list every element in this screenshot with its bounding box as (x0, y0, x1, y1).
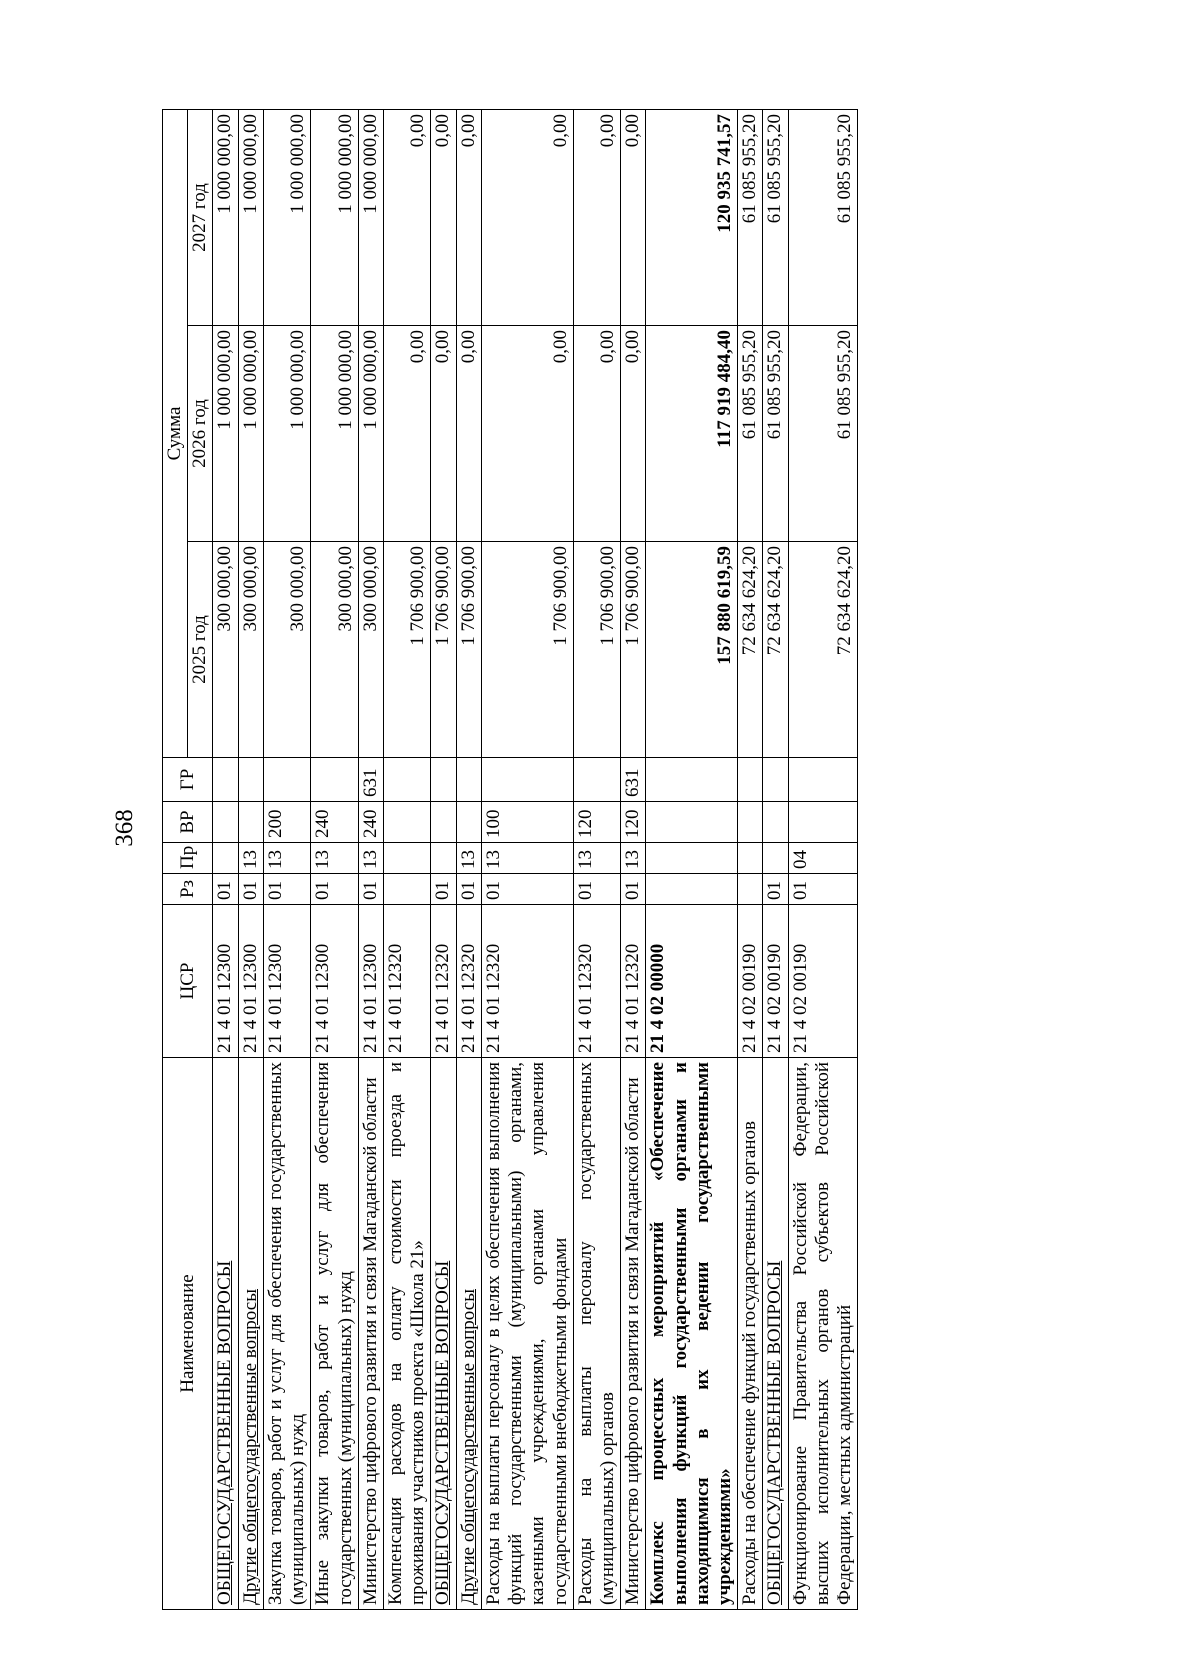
row-pr: 13 (358, 843, 383, 874)
row-sum-2026: 0,00 (456, 326, 481, 542)
row-gr: 631 (358, 758, 383, 802)
table-row (738, 110, 763, 1610)
header-year-2027: 2027 год (188, 110, 213, 326)
budget-table (162, 109, 858, 1610)
row-gr (263, 758, 310, 802)
row-vr: 200 (263, 802, 310, 843)
row-sum-2025: 300 000,00 (311, 542, 358, 758)
row-vr (383, 802, 430, 843)
row-csr: 21 4 02 00190 (788, 905, 858, 1058)
row-gr (311, 758, 358, 802)
row-gr (646, 758, 738, 802)
row-sum-2026: 1 000 000,00 (213, 326, 238, 542)
row-vr (213, 802, 238, 843)
header-sum: Сумма (163, 110, 188, 758)
header-rz: Рз (163, 874, 213, 905)
row-pr: 13 (311, 843, 358, 874)
row-name: ОБЩЕГОСУДАРСТВЕННЫЕ ВОПРОСЫ (431, 1058, 456, 1610)
row-name: ОБЩЕГОСУДАРСТВЕННЫЕ ВОПРОСЫ (213, 1058, 238, 1610)
row-sum-2026: 0,00 (383, 326, 430, 542)
row-rz: 01 (311, 874, 358, 905)
table-row (431, 110, 456, 1610)
row-rz: 01 (763, 874, 788, 905)
row-name: Другие общегосударственные вопросы (456, 1058, 481, 1610)
row-sum-2025: 72 634 624,20 (738, 542, 763, 758)
row-vr (738, 802, 763, 843)
row-rz: 01 (456, 874, 481, 905)
row-gr: 631 (621, 758, 646, 802)
row-sum-2025: 72 634 624,20 (763, 542, 788, 758)
row-sum-2027: 1 000 000,00 (213, 110, 238, 326)
row-sum-2025: 1 706 900,00 (573, 542, 620, 758)
row-rz (646, 874, 738, 905)
row-vr (238, 802, 263, 843)
row-pr (431, 843, 456, 874)
row-sum-2026: 61 085 955,20 (763, 326, 788, 542)
row-pr: 13 (481, 843, 573, 874)
row-csr: 21 4 01 12300 (213, 905, 238, 1058)
row-sum-2025: 300 000,00 (358, 542, 383, 758)
table-row (213, 110, 238, 1610)
table-row (311, 110, 358, 1610)
row-sum-2027: 0,00 (573, 110, 620, 326)
row-vr: 120 (573, 802, 620, 843)
row-sum-2027: 120 935 741,57 (646, 110, 738, 326)
row-gr (481, 758, 573, 802)
header-year-2025: 2025 год (188, 542, 213, 758)
table-body (213, 110, 858, 1610)
row-sum-2026: 61 085 955,20 (788, 326, 858, 542)
row-pr (383, 843, 430, 874)
table-row (763, 110, 788, 1610)
row-vr (646, 802, 738, 843)
table-row (383, 110, 430, 1610)
table-row (456, 110, 481, 1610)
row-pr (213, 843, 238, 874)
row-sum-2025: 1 706 900,00 (621, 542, 646, 758)
header-year-2026: 2026 год (188, 326, 213, 542)
row-name: Функционирование Правительства Российской Федерации, высших исполнительных органов субъектов Российской Федерации, местных администраций (788, 1058, 858, 1610)
row-gr (456, 758, 481, 802)
row-vr (763, 802, 788, 843)
row-csr: 21 4 02 00000 (646, 905, 738, 1058)
row-csr: 21 4 01 12320 (383, 905, 430, 1058)
row-gr (763, 758, 788, 802)
row-vr (456, 802, 481, 843)
row-gr (238, 758, 263, 802)
row-gr (383, 758, 430, 802)
row-csr: 21 4 01 12320 (456, 905, 481, 1058)
row-sum-2027: 61 085 955,20 (788, 110, 858, 326)
row-csr: 21 4 01 12300 (263, 905, 310, 1058)
row-csr: 21 4 01 12300 (238, 905, 263, 1058)
row-sum-2027: 1 000 000,00 (238, 110, 263, 326)
row-gr (738, 758, 763, 802)
row-csr: 21 4 01 12300 (358, 905, 383, 1058)
row-pr (763, 843, 788, 874)
row-sum-2027: 0,00 (456, 110, 481, 326)
row-csr: 21 4 01 12320 (431, 905, 456, 1058)
row-pr: 13 (263, 843, 310, 874)
row-vr: 240 (311, 802, 358, 843)
row-name: Расходы на обеспечение функций государственных органов (738, 1058, 763, 1610)
row-sum-2025: 72 634 624,20 (788, 542, 858, 758)
row-rz: 01 (573, 874, 620, 905)
row-sum-2026: 0,00 (431, 326, 456, 542)
row-gr (213, 758, 238, 802)
row-sum-2027: 0,00 (621, 110, 646, 326)
row-csr: 21 4 01 12300 (311, 905, 358, 1058)
row-sum-2025: 300 000,00 (238, 542, 263, 758)
row-sum-2025: 300 000,00 (263, 542, 310, 758)
row-sum-2027: 61 085 955,20 (738, 110, 763, 326)
row-gr (431, 758, 456, 802)
row-sum-2026: 0,00 (573, 326, 620, 542)
row-name: Расходы на выплаты персоналу государственных (муниципальных) органов (573, 1058, 620, 1610)
row-vr: 120 (621, 802, 646, 843)
row-sum-2026: 1 000 000,00 (311, 326, 358, 542)
row-pr (738, 843, 763, 874)
row-sum-2027: 61 085 955,20 (763, 110, 788, 326)
row-sum-2026: 1 000 000,00 (263, 326, 310, 542)
row-sum-2027: 1 000 000,00 (358, 110, 383, 326)
row-sum-2026: 1 000 000,00 (238, 326, 263, 542)
table-row (263, 110, 310, 1610)
row-csr: 21 4 01 12320 (481, 905, 573, 1058)
row-csr: 21 4 02 00190 (738, 905, 763, 1058)
row-name: ОБЩЕГОСУДАРСТВЕННЫЕ ВОПРОСЫ (763, 1058, 788, 1610)
row-name: Министерство цифрового развития и связи Магаданской области (358, 1058, 383, 1610)
row-sum-2027: 0,00 (431, 110, 456, 326)
row-rz: 01 (621, 874, 646, 905)
row-pr (646, 843, 738, 874)
row-rz: 01 (238, 874, 263, 905)
row-name: Компенсация расходов на оплату стоимости проезда и проживания участников проекта «Школа 21» (383, 1058, 430, 1610)
row-sum-2026: 1 000 000,00 (358, 326, 383, 542)
rotated-page-content (162, 110, 992, 1610)
table-row (358, 110, 383, 1610)
row-rz (383, 874, 430, 905)
row-name: Другие общегосударственные вопросы (238, 1058, 263, 1610)
row-pr: 13 (238, 843, 263, 874)
row-rz: 01 (358, 874, 383, 905)
row-name: Комплекс процессных мероприятий «Обеспечение выполнения функций государственными органами и находящимися в их ведении государственными учреждениями» (646, 1058, 738, 1610)
row-csr: 21 4 02 00190 (763, 905, 788, 1058)
row-rz: 01 (431, 874, 456, 905)
table-row (238, 110, 263, 1610)
header-csr: ЦСР (163, 905, 213, 1058)
table-row (646, 110, 738, 1610)
row-sum-2025: 1 706 900,00 (383, 542, 430, 758)
row-vr: 100 (481, 802, 573, 843)
row-gr (788, 758, 858, 802)
row-name: Министерство цифрового развития и связи Магаданской области (621, 1058, 646, 1610)
row-name: Закупка товаров, работ и услуг для обеспечения государственных (муниципальных) нужд (263, 1058, 310, 1610)
row-sum-2025: 1 706 900,00 (456, 542, 481, 758)
row-vr (788, 802, 858, 843)
row-sum-2025: 300 000,00 (213, 542, 238, 758)
row-sum-2027: 1 000 000,00 (263, 110, 310, 326)
row-sum-2025: 1 706 900,00 (481, 542, 573, 758)
row-vr (431, 802, 456, 843)
table-row (621, 110, 646, 1610)
row-sum-2026: 0,00 (621, 326, 646, 542)
table-row (573, 110, 620, 1610)
row-name: Расходы на выплаты персоналу в целях обеспечения выполнения функций государственными (муниципальными) органами, казенными учреждениями, органами управления государственными внебюджетными фондами (481, 1058, 573, 1610)
header-gr: ГР (163, 758, 213, 802)
header-vr: ВР (163, 802, 213, 843)
row-sum-2027: 0,00 (481, 110, 573, 326)
row-sum-2026: 117 919 484,40 (646, 326, 738, 542)
row-name: Иные закупки товаров, работ и услуг для обеспечения государственных (муниципальных) нужд (311, 1058, 358, 1610)
row-rz: 01 (788, 874, 858, 905)
row-pr: 13 (573, 843, 620, 874)
row-sum-2025: 157 880 619,59 (646, 542, 738, 758)
row-gr (573, 758, 620, 802)
row-sum-2027: 1 000 000,00 (311, 110, 358, 326)
row-sum-2026: 0,00 (481, 326, 573, 542)
row-sum-2026: 61 085 955,20 (738, 326, 763, 542)
table-row (788, 110, 858, 1610)
header-name: Наименование (163, 1058, 213, 1610)
table-header (163, 110, 213, 1610)
row-rz: 01 (213, 874, 238, 905)
header-pr: Пр (163, 843, 213, 874)
row-rz: 01 (263, 874, 310, 905)
row-pr: 04 (788, 843, 858, 874)
row-sum-2027: 0,00 (383, 110, 430, 326)
row-pr: 13 (456, 843, 481, 874)
row-pr: 13 (621, 843, 646, 874)
row-rz: 01 (481, 874, 573, 905)
row-vr: 240 (358, 802, 383, 843)
table-row (481, 110, 573, 1610)
row-sum-2025: 1 706 900,00 (431, 542, 456, 758)
row-rz (738, 874, 763, 905)
row-csr: 21 4 01 12320 (573, 905, 620, 1058)
row-csr: 21 4 01 12320 (621, 905, 646, 1058)
page-number: 368 (111, 809, 138, 847)
